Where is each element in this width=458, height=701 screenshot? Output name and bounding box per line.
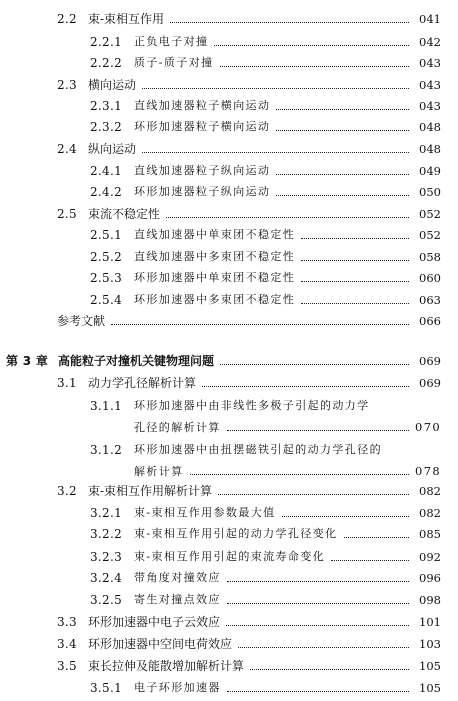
toc-entry[interactable] bbox=[0, 311, 458, 331]
entry-title: 动力学孔径解析计算 bbox=[88, 376, 197, 390]
entry-number: 2.4.2 bbox=[90, 185, 123, 199]
entry-number: 3.5 bbox=[57, 659, 77, 673]
entry-title: 环形加速器中空间电荷效应 bbox=[88, 637, 233, 651]
entry-page: 069 bbox=[419, 354, 441, 368]
toc-entry[interactable] bbox=[0, 75, 458, 95]
entry-number: 3.2.1 bbox=[90, 506, 123, 520]
entry-number: 3.1 bbox=[57, 376, 77, 390]
entry-number: 2.5.4 bbox=[90, 293, 123, 307]
entry-title: 正负电子对撞 bbox=[134, 35, 209, 48]
toc-entry[interactable] bbox=[0, 547, 458, 567]
entry-page: 066 bbox=[419, 314, 441, 328]
toc-entry[interactable] bbox=[0, 290, 458, 310]
leader-dots bbox=[111, 323, 409, 325]
entry-number: 2.4.1 bbox=[90, 164, 123, 178]
leader-dots bbox=[301, 259, 409, 261]
toc-entry[interactable] bbox=[0, 53, 458, 73]
leader-dots bbox=[227, 690, 409, 692]
entry-title: 束-束相互作用引起的束流寿命变化 bbox=[134, 550, 326, 563]
entry-page: 050 bbox=[419, 185, 441, 199]
entry-page: 052 bbox=[419, 228, 441, 242]
entry-page: 069 bbox=[419, 376, 441, 390]
entry-page: 078 bbox=[415, 464, 442, 478]
entry-title: 环形加速器中由扭摆磁铁引起的动力学孔径的 bbox=[134, 443, 382, 456]
entry-title: 环形加速器粒子纵向运动 bbox=[134, 185, 271, 198]
toc-entry[interactable] bbox=[0, 503, 458, 523]
entry-page: 048 bbox=[419, 120, 441, 134]
toc-entry[interactable] bbox=[0, 161, 458, 181]
entry-number: 2.5.3 bbox=[90, 271, 123, 285]
entry-page: 052 bbox=[419, 207, 441, 221]
entry-page: 058 bbox=[419, 250, 441, 264]
entry-page: 048 bbox=[419, 142, 441, 156]
leader-dots bbox=[331, 559, 409, 561]
entry-title: 束-束相互作用解析计算 bbox=[88, 484, 213, 498]
entry-page: 096 bbox=[419, 571, 441, 585]
leader-dots bbox=[344, 536, 409, 538]
entry-title: 束-束相互作用引起的动力学孔径变化 bbox=[134, 527, 338, 540]
entry-title: 带角度对撞效应 bbox=[134, 571, 221, 584]
entry-page: 101 bbox=[419, 615, 441, 629]
toc-entry[interactable] bbox=[0, 268, 458, 288]
entry-title: 环形加速器中电子云效应 bbox=[88, 615, 221, 629]
toc-entry[interactable] bbox=[0, 481, 458, 501]
leader-dots bbox=[301, 237, 409, 239]
toc-entry[interactable] bbox=[0, 568, 458, 588]
toc-entry[interactable] bbox=[0, 396, 458, 416]
leader-dots bbox=[276, 129, 409, 131]
toc-entry[interactable] bbox=[0, 96, 458, 116]
entry-title: 质子-质子对撞 bbox=[134, 56, 214, 69]
toc-entry[interactable] bbox=[0, 204, 458, 224]
leader-dots bbox=[227, 580, 409, 582]
entry-page: 092 bbox=[419, 550, 441, 564]
entry-title: 直线加速器中多束团不稳定性 bbox=[134, 250, 296, 263]
toc-entry[interactable] bbox=[0, 373, 458, 393]
entry-page: 105 bbox=[419, 681, 441, 695]
entry-number: 2.5.1 bbox=[90, 228, 123, 242]
toc-entry[interactable] bbox=[0, 225, 458, 245]
toc-entry[interactable] bbox=[0, 524, 458, 544]
toc-entry-continuation[interactable] bbox=[134, 417, 441, 437]
leader-dots bbox=[227, 429, 409, 431]
leader-dots bbox=[214, 44, 409, 46]
entry-page: 098 bbox=[419, 593, 441, 607]
entry-title: 束-束相互作用 bbox=[88, 12, 165, 26]
entry-number: 2.3.2 bbox=[90, 120, 123, 134]
toc-entry[interactable] bbox=[0, 117, 458, 137]
leader-dots bbox=[250, 668, 409, 670]
entry-title: 环形加速器中由非线性多极子引起的动力学 bbox=[134, 399, 370, 412]
entry-number: 2.4 bbox=[57, 142, 77, 156]
entry-title: 横向运动 bbox=[88, 78, 137, 92]
entry-title: 束长拉伸及能散增加解析计算 bbox=[88, 659, 245, 673]
leader-dots bbox=[220, 363, 409, 365]
entry-number: 3.1.1 bbox=[90, 399, 123, 413]
entry-number: 2.2.2 bbox=[90, 56, 123, 70]
entry-number: 2.5 bbox=[57, 207, 77, 221]
entry-page: 085 bbox=[419, 527, 441, 541]
toc-entry[interactable] bbox=[0, 440, 458, 460]
entry-title: 直线加速器粒子横向运动 bbox=[134, 99, 271, 112]
entry-number: 2.3.1 bbox=[90, 99, 123, 113]
leader-dots bbox=[276, 173, 409, 175]
leader-dots bbox=[142, 87, 409, 89]
entry-title: 高能粒子对撞机关键物理问题 bbox=[58, 354, 215, 368]
leader-dots bbox=[282, 515, 409, 517]
entry-number: 3.2.5 bbox=[90, 593, 123, 607]
entry-number: 2.5.2 bbox=[90, 250, 123, 264]
entry-page: 049 bbox=[419, 164, 441, 178]
entry-title: 直线加速器粒子纵向运动 bbox=[134, 164, 271, 177]
entry-page: 105 bbox=[419, 659, 441, 673]
entry-title: 电子环形加速器 bbox=[134, 681, 221, 694]
entry-number: 3.5.1 bbox=[90, 681, 123, 695]
entry-page: 043 bbox=[419, 56, 441, 70]
toc-entry[interactable] bbox=[0, 656, 458, 676]
entry-number: 2.2.1 bbox=[90, 35, 123, 49]
entry-title: 纵向运动 bbox=[88, 142, 137, 156]
entry-page: 043 bbox=[419, 78, 441, 92]
chapter-entry[interactable] bbox=[0, 351, 458, 371]
entry-title: 环形加速器中多束团不稳定性 bbox=[134, 293, 296, 306]
toc-entry[interactable] bbox=[0, 678, 458, 698]
leader-dots bbox=[276, 108, 409, 110]
toc-entry[interactable] bbox=[0, 634, 458, 654]
entry-title: 环形加速器粒子横向运动 bbox=[134, 120, 271, 133]
entry-title: 直线加速器中单束团不稳定性 bbox=[134, 228, 296, 241]
toc-entry[interactable] bbox=[0, 139, 458, 159]
entry-number: 2.2 bbox=[57, 12, 77, 26]
entry-page: 070 bbox=[415, 420, 442, 434]
entry-title: 环形加速器中单束团不稳定性 bbox=[134, 271, 296, 284]
entry-page: 042 bbox=[419, 35, 441, 49]
leader-dots bbox=[301, 302, 409, 304]
entry-title-continued: 解析计算 bbox=[134, 465, 184, 478]
entry-page: 082 bbox=[419, 484, 441, 498]
entry-number: 3.4 bbox=[57, 637, 77, 651]
leader-dots bbox=[166, 216, 409, 218]
toc-entry-continuation[interactable] bbox=[134, 461, 441, 481]
leader-dots bbox=[202, 385, 409, 387]
entry-number: 3.3 bbox=[57, 615, 77, 629]
entry-title: 参考文献 bbox=[57, 314, 106, 328]
entry-page: 043 bbox=[419, 99, 441, 113]
entry-number: 3.1.2 bbox=[90, 443, 123, 457]
leader-dots bbox=[227, 602, 409, 604]
entry-number: 3.2.3 bbox=[90, 550, 123, 564]
entry-number: 第 3 章 bbox=[6, 354, 49, 368]
leader-dots bbox=[226, 624, 409, 626]
entry-number: 3.2 bbox=[57, 484, 77, 498]
leader-dots bbox=[220, 65, 409, 67]
toc-entry[interactable] bbox=[0, 9, 458, 29]
leader-dots bbox=[142, 151, 409, 153]
entry-title: 束-束相互作用参数最大值 bbox=[134, 506, 276, 519]
leader-dots bbox=[218, 493, 409, 495]
entry-page: 103 bbox=[419, 637, 441, 651]
entry-title: 束流不稳定性 bbox=[88, 207, 161, 221]
leader-dots bbox=[276, 194, 409, 196]
leader-dots bbox=[170, 21, 409, 23]
entry-number: 2.3 bbox=[57, 78, 77, 92]
toc-entry[interactable] bbox=[0, 32, 458, 52]
entry-page: 082 bbox=[419, 506, 441, 520]
entry-number: 3.2.2 bbox=[90, 527, 123, 541]
entry-title-continued: 孔径的解析计算 bbox=[134, 421, 221, 434]
leader-dots bbox=[238, 646, 409, 648]
leader-dots bbox=[190, 473, 409, 475]
entry-number: 3.2.4 bbox=[90, 571, 123, 585]
entry-page: 060 bbox=[419, 271, 441, 285]
toc-entry[interactable] bbox=[0, 247, 458, 267]
toc-entry[interactable] bbox=[0, 590, 458, 610]
entry-page: 041 bbox=[419, 12, 441, 26]
entry-page: 063 bbox=[419, 293, 441, 307]
leader-dots bbox=[301, 280, 409, 282]
toc-entry[interactable] bbox=[0, 612, 458, 632]
toc-entry[interactable] bbox=[0, 182, 458, 202]
entry-title: 寄生对撞点效应 bbox=[134, 593, 221, 606]
